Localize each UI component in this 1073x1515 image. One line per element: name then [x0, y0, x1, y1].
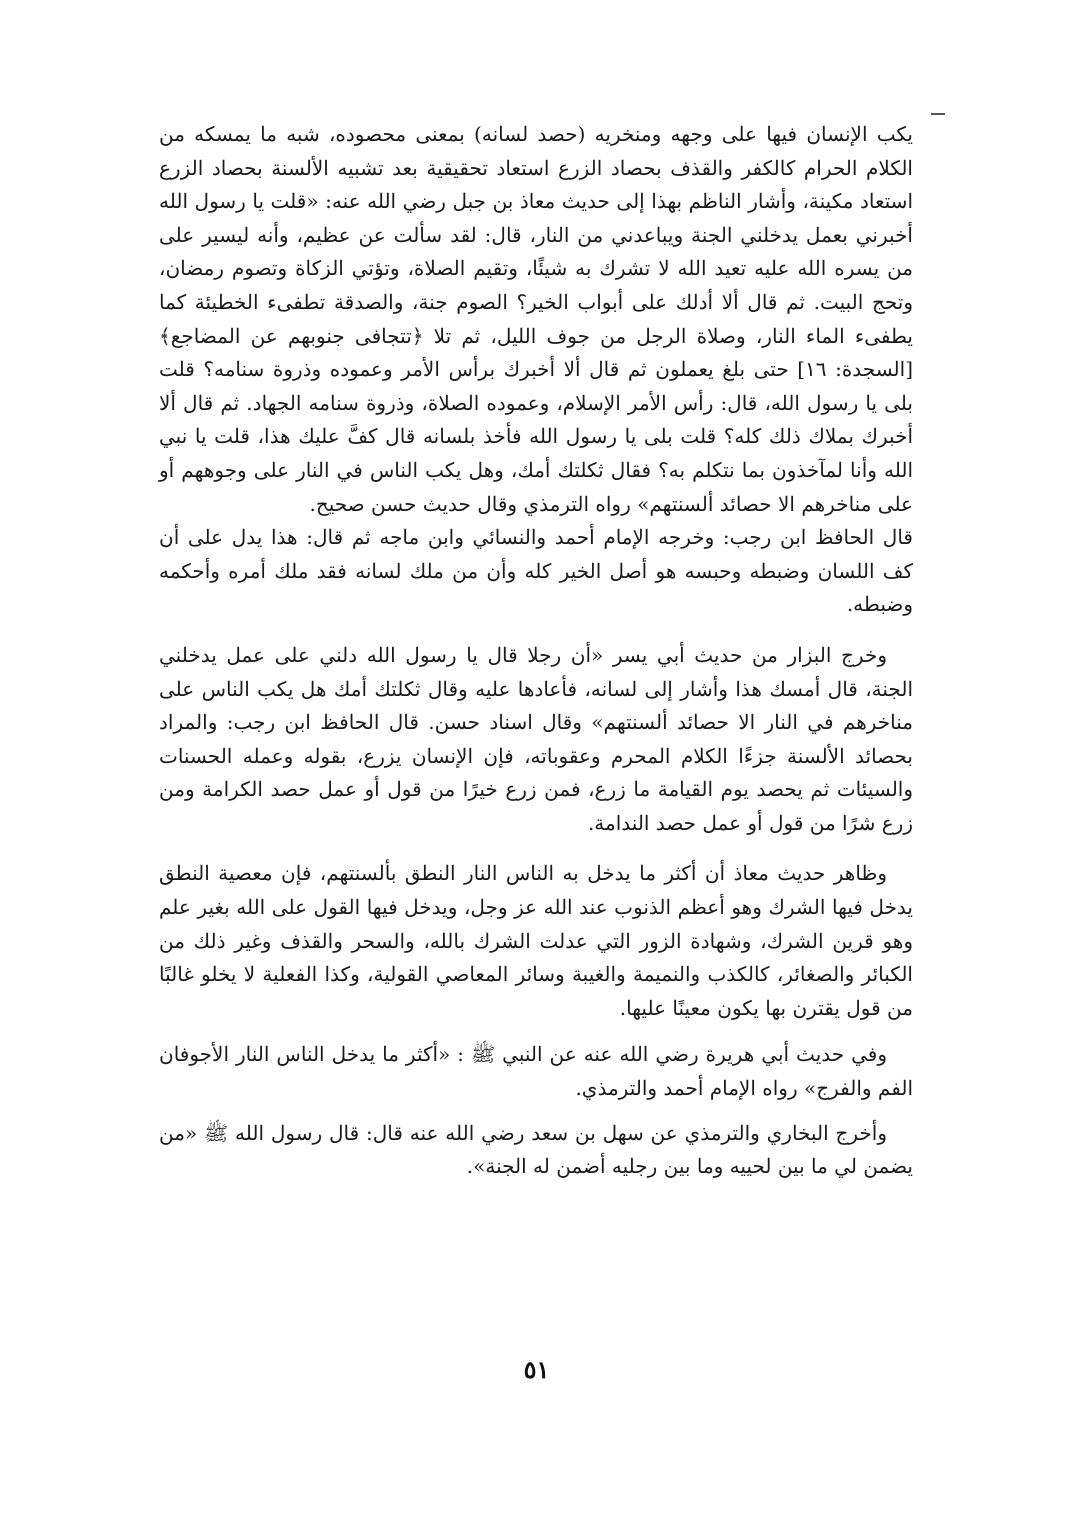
corner-mark	[931, 113, 945, 115]
paragraph-5: وفي حديث أبي هريرة رضي الله عنه عن النبي ﷺ : «أكثر ما يدخل الناس النار الأجوفان الفم والفرج» رواه الإمام أحمد والترمذي.	[159, 1042, 913, 1101]
paragraph-1: يكب الإنسان فيها على وجهه ومنخريه (حصد لسانه) بمعنى محصوده، شبه ما يمسكه من الكلام الحرام كالكفر والقذف بحصاد الزرع استعاد تحقيقية بعد تشبيه الألسنة بحصاد الزرع استعاد مكينة، وأشار الناظم بهذا إلى حديث معاذ بن جبل رضي الله عنه: «قلت يا رسول الله أخبرني بعمل يدخلني الجنة ويباعدني من النار، قال: لقد سألت عن عظيم، وأنه ليسير على من يسره الله عليه تعيد الله لا تشرك به شيئًا، وتقيم الصلاة، وتؤتي الزكاة وتصوم رمضان، وتحج البيت. ثم قال ألا أدلك على أبواب الخير؟ الصوم جنة، والصدقة تطفىء الخطيئة كما يطفىء الماء النار، وصلاة الرجل من جوف الليل، ثم تلا ﴿تتجافى جنوبهم عن المضاجع﴾ [السجدة: ١٦] حتى بلغ يعملون ثم قال ألا أخبرك برأس الأمر وعموده وذروة سنامه؟ قلت بلى يا رسول الله، قال: رأس الأمر الإسلام، وعموده الصلاة، وذروة سنامه الجهاد. ثم قال ألا أخبرك بملاك ذلك كله؟ قلت بلى يا رسول الله فأخذ بلسانه قال كفَّ عليك هذا، قلت يا نبي الله وأنا لمآخذون بما نتكلم به؟ فقال ثكلتك أمك، وهل يكب الناس في النار على وجوههم أو على مناخرهم الا حصائد ألسنتهم» رواه الترمذي وقال حديث حسن صحيح.	[159, 122, 914, 516]
paragraph-4: وظاهر حديث معاذ أن أكثر ما يدخل به الناس النار النطق بألسنتهم، فإن معصية النطق يدخل فيها الشرك وهو أعظم الذنوب عند الله عز وجل، ويدخل فيها القول على الله بغير علم وهو قرين الشرك، وشهادة الزور التي عدلت الشرك بالله، والسحر والقذف وغير ذلك من الكبائر والصغائر، كالكذب والنميمة والغيبة وسائر المعاصي القولية، وكذا الفعلية لا يخلو غالبًا من قول يقترن بها يكون معينًا عليها.	[159, 861, 914, 1020]
paragraph-3: وخرج البزار من حديث أبي يسر «أن رجلا قال يا رسول الله دلني على عمل يدخلني الجنة، قال أمسك هذا وأشار إلى لسانه، فأعادها عليه وقال ثكلتك أمك هل يكب الناس على مناخرهم في النار الا حصائد ألسنتهم» وقال اسناد حسن. قال الحافظ ابن رجب: والمراد بحصائد الألسنة جزءًا الكلام المحرم وعقوباته، فإن الإنسان يزرع، بقوله وعمله الحسنات والسيئات ثم يحصد يوم القيامة ما زرع، فمن زرع خيرًا من قول أو عمل حصد الكرامة ومن زرع شرًا من قول أو عمل حصد الندامة.	[159, 642, 913, 835]
page-number: ٥١	[523, 1355, 550, 1384]
paragraph-6: وأخرج البخاري والترمذي عن سهل بن سعد رضي الله عنه قال: قال رسول الله ﷺ «من يضمن لي ما بين لحييه وما بين رجليه أضمن له الجنة».	[159, 1120, 913, 1179]
paragraph-2: قال الحافظ ابن رجب: وخرجه الإمام أحمد والنسائي وابن ماجه ثم قال: هذا يدل على أن كف اللسان وضبطه وحبسه هو أصل الخير كله وأن من ملك لسانه فقد ملك أمره وأحكمه وضبطه.	[159, 525, 913, 617]
body-text	[159, 118, 913, 1184]
